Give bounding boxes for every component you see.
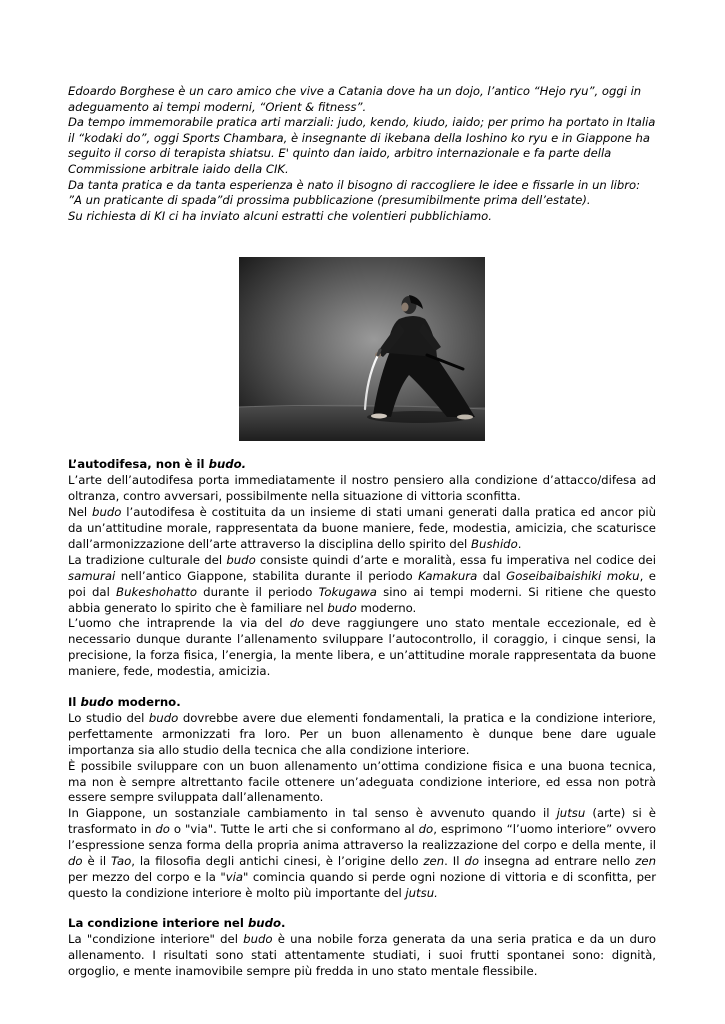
emphasized-term: zen xyxy=(423,854,445,869)
emphasized-term: Kamakura xyxy=(418,568,478,583)
intro-paragraph: Su richiesta di KI ci ha inviato alcuni estratti che volentieri pubblichiamo. xyxy=(68,208,492,223)
text-run: , esprimono “l’uomo interiore” ovvero l’espressione senza forma della propria anima attraverso la realizzazione del corpo e della mente, il xyxy=(68,822,657,853)
text-run: Nel xyxy=(68,505,93,520)
emphasized-term: jutsu xyxy=(556,806,586,821)
section-heading: Il budo moderno. xyxy=(68,695,181,710)
text-run: o "via". Tutte le arti che si conformano al xyxy=(169,822,419,837)
samurai-photo xyxy=(239,257,485,441)
emphasized-term: do xyxy=(464,854,479,869)
body-paragraph xyxy=(68,616,656,680)
text-run: , e poi dal xyxy=(68,568,657,599)
emphasized-term: budo xyxy=(92,505,122,520)
emphasized-term: zen xyxy=(635,854,656,869)
emphasized-term: budo xyxy=(226,552,256,567)
text-run: nell’antico Giappone, stabilita durante il periodo xyxy=(115,568,419,583)
body-paragraph xyxy=(68,505,656,553)
emphasized-term: budo xyxy=(327,600,357,615)
text-run: (arte) si è trasformato in xyxy=(68,806,656,837)
text-run: l’autodifesa è costituita da un insieme di stati umani generati dalla pratica ed ancor più da un’attitudine morale, rappresentata da buone maniere, fede, modestia, amicizia, che scaturisce dall’armonizzazione dell’arte attraverso la disciplina dello spirito del xyxy=(68,505,656,551)
photo-container xyxy=(68,257,656,441)
text-run: comincia quando si perde ogni nozione di vittoria e di sconfitta, per questo la condizione interiore è molto più importante del xyxy=(68,870,656,900)
emphasized-term: Tao xyxy=(111,854,132,869)
text-run: . Il xyxy=(444,854,465,869)
body-paragraph xyxy=(68,806,656,901)
text-run: consiste quindi d’arte e moralità, essa fu imperativa nel codice dei xyxy=(255,552,656,567)
text-run: Lo studio del xyxy=(68,710,149,725)
emphasized-term: jutsu. xyxy=(405,885,438,900)
emphasized-term: do xyxy=(418,822,434,837)
text-run: È possibile sviluppare con un buon allenamento un’ottima condizione fisica e una buona tecnica, ma non è sempre altrettanto facile ottenere un’adeguata condizione interiore, ed essa non potrà essere sempre sviluppata dall’allenamento. xyxy=(68,758,656,805)
section-autodifesa xyxy=(68,457,656,680)
text-run: è il xyxy=(82,854,112,869)
emphasized-term: Bushido xyxy=(471,536,518,551)
text-run: dovrebbe avere due elementi fondamentali, la pratica e la condizione interiore, perfettamente armonizzati fra loro. Per un buon allenamento è dunque bene dare uguale importanza sia allo studio della tecnica che alla condizione interiore. xyxy=(68,710,657,757)
emphasized-term: budo xyxy=(148,710,179,725)
text-run: L’uomo che intraprende la via del xyxy=(68,616,290,631)
emphasized-term: "via" xyxy=(220,870,249,884)
emphasized-term: do xyxy=(289,616,305,631)
text-run: . xyxy=(517,536,522,551)
section-budo-moderno xyxy=(68,695,656,902)
text-run: durante il periodo xyxy=(196,584,319,599)
section-condizione-interiore xyxy=(68,916,656,980)
emphasized-term: budo xyxy=(243,931,273,946)
emphasized-term: Bukeshohatto xyxy=(116,584,197,599)
intro-paragraph: Edoardo Borghese è un caro amico che vive a Catania dove ha un dojo, l’antico “Hejo ryu”, oggi in adeguamento ai tempi moderni, “Orient & fitness”. xyxy=(68,84,642,114)
section-heading: L’autodifesa, non è il budo. xyxy=(68,457,247,472)
text-run: deve raggiungere uno stato mentale eccezionale, ed è necessario dunque durante l’allenamento sviluppare l’autocontrollo, il coraggio, i cinque sensi, la precisione, la forza fisica, l’energia, la mente libera, e un’attitudine morale rappresentata da buone maniere, fede, modestia, amicizia. xyxy=(68,616,657,679)
text-run: moderno. xyxy=(356,600,417,615)
emphasized-term: do xyxy=(155,822,170,837)
text-run: , la filosofia degli antichi cinesi, è l’origine dello xyxy=(131,854,424,869)
text-run: dal xyxy=(477,568,507,583)
text-run: In Giappone, un sostanziale cambiamento in tal senso è avvenuto quando il xyxy=(68,806,557,821)
emphasized-term: do xyxy=(68,854,83,869)
text-run: sino ai tempi moderni. Si ritiene che questo abbia generato lo spirito che è familiare nel xyxy=(68,584,656,615)
text-run: è una nobile forza generata da una seria pratica e da un duro allenamento. I risultati sono stati attentamente studiati, i suoi frutti spontanei sono: dignità, orgoglio, e mente inamovibile sempre più fredda in uno stato mentale flessibile. xyxy=(68,931,656,978)
emphasized-term: samurai xyxy=(68,568,116,583)
body-paragraph xyxy=(68,711,656,759)
body-paragraph xyxy=(68,553,656,617)
emphasized-term: Tokugawa xyxy=(318,584,377,599)
body-paragraph xyxy=(68,759,656,807)
intro-paragraph: Da tanta pratica e da tanta esperienza è nato il bisogno di raccogliere le idee e fissarle in un libro: ”A un praticante di spada”di prossima pubblicazione (presumibilmente prima dell’estate). xyxy=(68,177,641,208)
text-run: L’arte dell’autodifesa porta immediatamente il nostro pensiero alla condizione d’attacco/difesa ad oltranza, contro avversari, possibilmente nella situazione di vittoria sconfitta. xyxy=(68,473,656,504)
text-run: insegna ad entrare nello xyxy=(479,854,636,869)
article xyxy=(68,84,656,979)
emphasized-term: Goseibaibaishiki moku xyxy=(506,568,640,583)
intro-paragraph: Da tempo immemorabile pratica arti marziali: judo, kendo, kiudo, iaido; per primo ha portato in Italia il “kodaki do”, oggi Sports Chambara, è insegnante di ikebana della Ioshino ko ryu e in Giappone ha seguito il corso di terapista shiatsu. E' quinto dan iaido, arbitro internazionale e fa parte della Commissione arbitrale iaido della CIK. xyxy=(68,115,656,176)
text-run: La tradizione culturale del xyxy=(68,552,227,567)
section-heading: La condizione interiore nel budo. xyxy=(68,915,286,930)
intro-block xyxy=(68,84,656,224)
text-run: per mezzo del corpo e la xyxy=(68,870,221,884)
body-paragraph xyxy=(68,473,656,505)
body-paragraph xyxy=(68,932,656,980)
text-run: La "condizione interiore" del xyxy=(68,931,244,946)
